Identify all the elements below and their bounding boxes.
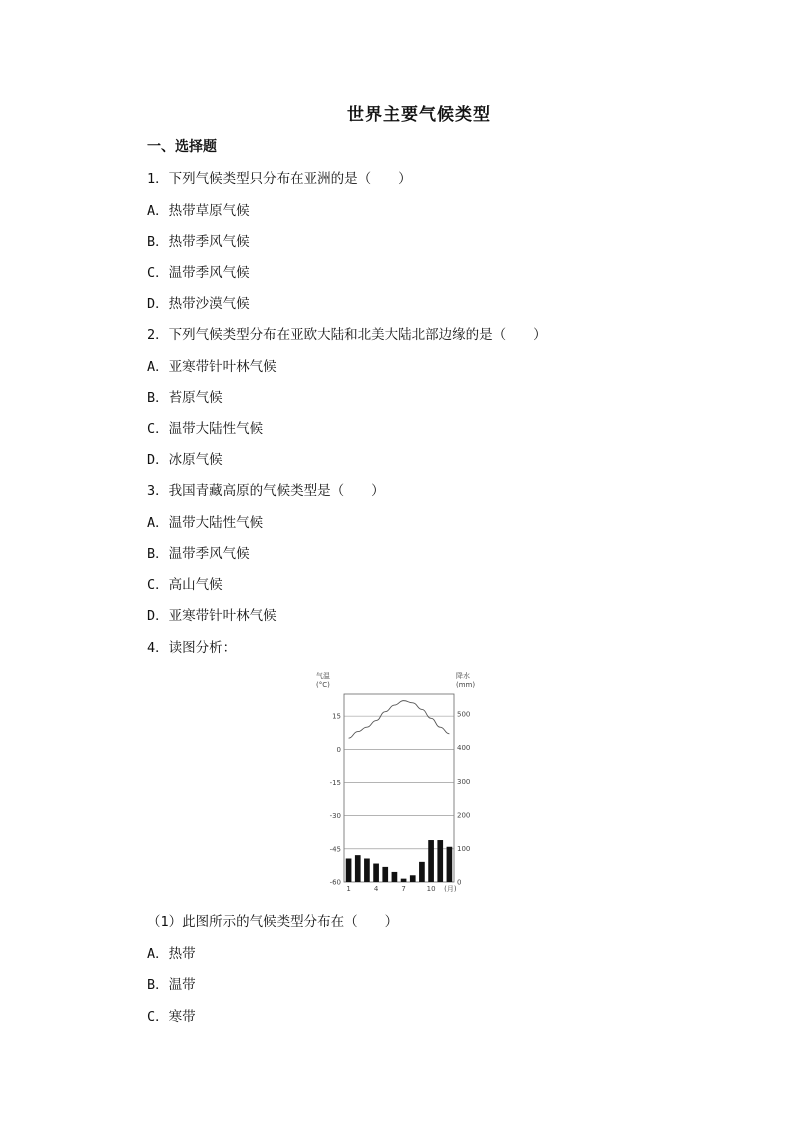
line-text: 温带季风气候 bbox=[168, 265, 250, 281]
precip-bar bbox=[437, 840, 443, 882]
precip-bar bbox=[401, 879, 407, 882]
line-text: 温带大陆性气候 bbox=[168, 515, 264, 531]
answer-option bbox=[147, 542, 250, 562]
answer-option bbox=[147, 199, 250, 219]
line-text: 热带季风气候 bbox=[168, 234, 250, 250]
answer-option bbox=[147, 573, 223, 593]
month-tick-label: 1 bbox=[346, 885, 351, 893]
precip-tick-label: 300 bbox=[457, 777, 471, 786]
temp-tick-label: -60 bbox=[329, 878, 341, 887]
precip-axis-title: (mm) bbox=[456, 681, 476, 689]
line-text: 亚寒带针叶林气候 bbox=[168, 359, 277, 375]
line-prefix: 1． bbox=[147, 171, 169, 187]
line-text: 读图分析： bbox=[168, 640, 237, 656]
month-tick-label: 4 bbox=[373, 885, 379, 893]
line-text: 热带 bbox=[168, 946, 196, 962]
line-prefix: B． bbox=[147, 234, 169, 250]
temp-axis-title: 气温 bbox=[316, 672, 330, 680]
line-prefix: C． bbox=[147, 265, 169, 281]
line-text: 热带草原气候 bbox=[168, 203, 250, 219]
line-text: 高山气候 bbox=[168, 577, 223, 593]
line-text: 下列气候类型分布在亚欧大陆和北美大陆北部边缘的是（ ） bbox=[168, 327, 547, 343]
precip-bar bbox=[346, 859, 352, 883]
line-prefix: B． bbox=[147, 390, 169, 406]
answer-option bbox=[147, 292, 250, 312]
page-title: 世界主要气候类型 bbox=[347, 105, 491, 125]
line-text: 热带沙漠气候 bbox=[168, 296, 250, 312]
temp-tick-label: -45 bbox=[329, 845, 341, 854]
line-prefix: D． bbox=[147, 608, 169, 624]
temp-tick-label: -15 bbox=[329, 778, 341, 787]
line-text: 温带季风气候 bbox=[168, 546, 250, 562]
precip-bar bbox=[419, 862, 425, 882]
line-text: 寒带 bbox=[168, 1009, 196, 1025]
section-heading: 一、选择题 bbox=[147, 139, 217, 155]
answer-option bbox=[147, 230, 250, 250]
answer-option bbox=[147, 511, 263, 531]
line-prefix: 2． bbox=[147, 327, 169, 343]
line-prefix: D． bbox=[147, 452, 169, 468]
line-text: 冰原气候 bbox=[168, 452, 223, 468]
line-prefix: A． bbox=[147, 515, 169, 531]
precip-bar bbox=[428, 840, 434, 882]
line-prefix: C． bbox=[147, 1009, 169, 1025]
question-stem bbox=[147, 479, 385, 499]
line-text: 我国青藏高原的气候类型是（ ） bbox=[168, 483, 385, 499]
line-text: 苔原气候 bbox=[168, 390, 223, 406]
temp-axis-title: (°C) bbox=[316, 681, 330, 689]
answer-option bbox=[147, 604, 277, 624]
answer-option bbox=[147, 973, 196, 993]
line-prefix: C． bbox=[147, 421, 169, 437]
line-prefix: （1） bbox=[147, 914, 183, 930]
precip-bar bbox=[410, 875, 416, 882]
precip-axis-title: 降水 bbox=[456, 672, 470, 680]
month-tick-label: 7 bbox=[401, 885, 406, 893]
line-prefix: 4． bbox=[147, 640, 169, 656]
line-prefix: 3． bbox=[147, 483, 169, 499]
line-prefix: A． bbox=[147, 359, 169, 375]
month-tick-label: (月) bbox=[444, 885, 457, 893]
answer-option bbox=[147, 1005, 196, 1025]
month-tick-label: 10 bbox=[426, 885, 436, 893]
precip-tick-label: 400 bbox=[457, 744, 471, 753]
line-text: 温带大陆性气候 bbox=[168, 421, 264, 437]
climate-chart bbox=[312, 668, 480, 898]
question-stem bbox=[147, 167, 412, 187]
temp-tick-label: 15 bbox=[332, 712, 341, 721]
question-stem bbox=[147, 910, 398, 930]
line-prefix: B． bbox=[147, 977, 169, 993]
line-text: 下列气候类型只分布在亚洲的是（ ） bbox=[168, 171, 412, 187]
line-text: 此图所示的气候类型分布在（ ） bbox=[182, 914, 399, 930]
precip-bar bbox=[355, 855, 361, 882]
temperature-line bbox=[349, 701, 450, 739]
answer-option bbox=[147, 386, 223, 406]
answer-option bbox=[147, 261, 250, 281]
answer-option bbox=[147, 355, 277, 375]
question-stem bbox=[147, 323, 547, 343]
line-prefix: A． bbox=[147, 946, 169, 962]
answer-option bbox=[147, 417, 263, 437]
line-prefix: A． bbox=[147, 203, 169, 219]
line-text: 温带 bbox=[168, 977, 196, 993]
temp-tick-label: 0 bbox=[336, 745, 341, 754]
precip-tick-label: 0 bbox=[457, 878, 462, 887]
precip-bar bbox=[382, 867, 388, 882]
line-prefix: B． bbox=[147, 546, 169, 562]
precip-bar bbox=[373, 864, 379, 882]
precip-tick-label: 200 bbox=[457, 811, 471, 820]
line-prefix: C． bbox=[147, 577, 169, 593]
answer-option bbox=[147, 942, 196, 962]
precip-bar bbox=[392, 872, 398, 882]
answer-option bbox=[147, 448, 223, 468]
precip-bar bbox=[364, 859, 370, 883]
line-prefix: D． bbox=[147, 296, 169, 312]
line-text: 亚寒带针叶林气候 bbox=[168, 608, 277, 624]
temp-tick-label: -30 bbox=[329, 812, 341, 821]
question-stem bbox=[147, 636, 236, 656]
precip-bar bbox=[447, 847, 453, 882]
precip-tick-label: 100 bbox=[457, 844, 471, 853]
precip-tick-label: 500 bbox=[457, 710, 471, 719]
